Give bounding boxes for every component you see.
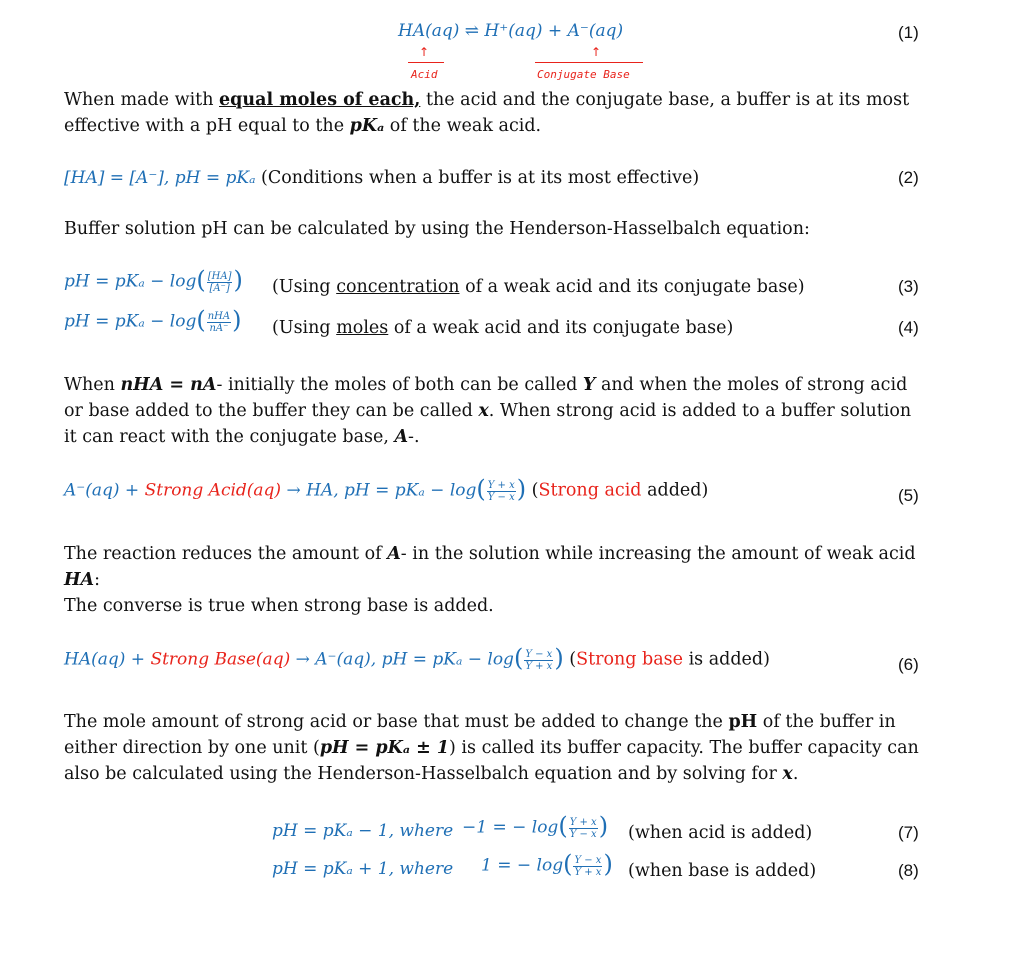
equation-3-text: (Using concentration of a weak acid and its conjugate base)	[272, 277, 805, 297]
para2-line-1: When nHA = nA- initially the moles of both can be called Y and when the moles of strong acid	[64, 375, 908, 395]
conjugate-base-label: Conjugate Base	[537, 68, 630, 81]
equation-4-math: pH = pKₐ − log( $\frac{\text{nHA}}{nA^-}$ )	[64, 306, 242, 334]
para2-line-3: it can react with the conjugate base, A-.	[64, 427, 420, 447]
acid-underline	[408, 62, 444, 63]
para4-line-1: The mole amount of strong acid or base that must be added to change the pH of the buffer in	[64, 712, 896, 732]
acid-arrow-icon: ↑	[419, 45, 430, 59]
conjugate-base-underline	[535, 62, 643, 63]
equation-7-right: −1 = − log( $\frac{Y + x}{Y - x}$ )	[462, 812, 609, 840]
para2-line-2: or base added to the buffer they can be called x. When strong acid is added to a buffer solution	[64, 401, 912, 421]
equation-7-number: (7)	[898, 823, 919, 842]
equation-8-text: (when base is added)	[628, 861, 817, 881]
equation-4-number: (4)	[898, 318, 919, 337]
para3-line-3: The converse is true when strong base is added.	[64, 596, 494, 616]
equation-3-number: (3)	[898, 277, 919, 296]
equation-2-number: (2)	[898, 168, 919, 187]
conjugate-base-arrow-icon: ↑	[591, 45, 602, 59]
equation-7-left: pH = pKₐ − 1, where	[272, 821, 454, 841]
equation-8-left: pH = pKₐ + 1, where	[272, 859, 454, 879]
para4-line-3: also be calculated using the Henderson-Hasselbalch equation and by solving for x.	[64, 764, 799, 784]
para3-line-1: The reaction reduces the amount of A- in the solution while increasing the amount of weak acid	[64, 544, 916, 564]
intro-line-2: effective with a pH equal to the pKₐ of the weak acid.	[64, 116, 542, 136]
pka-term: pKₐ	[349, 116, 385, 136]
equation-1-number: (1)	[898, 23, 919, 42]
acid-label: Acid	[411, 68, 438, 81]
para4-line-2: either direction by one unit (pH = pKₐ ± 1) is called its buffer capacity. The buffer capacity can	[64, 738, 919, 758]
equation-2: [HA] = [A⁻], pH = pKₐ (Conditions when a buffer is at its most effective)	[64, 168, 700, 188]
equation-7-text: (when acid is added)	[628, 823, 813, 843]
equation-6-math: HA(aq) + Strong Base(aq) → A⁻(aq), pH = pKₐ − log( $\frac{Y - x}{Y + x}$ ) (Strong base is added)	[64, 644, 770, 672]
equation-1: HA(aq) ⇌ H⁺(aq) + A⁻(aq)	[398, 21, 624, 41]
equation-5-math: A⁻(aq) + Strong Acid(aq) → HA, pH = pKₐ − log( $\frac{Y + x}{Y - x}$ ) (Strong acid added)	[64, 475, 709, 503]
equation-6-number: (6)	[898, 655, 919, 674]
equation-3-math: pH = pKₐ − log( $\frac{[HA]}{[A^-]}$ )	[64, 266, 243, 294]
equation-5-number: (5)	[898, 486, 919, 505]
equation-8-number: (8)	[898, 861, 919, 880]
equation-8-right: 1 = − log( $\frac{Y - x}{Y + x}$ )	[481, 850, 613, 878]
equation-4-text: (Using moles of a weak acid and its conjugate base)	[272, 318, 734, 338]
equal-moles-phrase: equal moles of each,	[219, 90, 421, 110]
intro-line-1: When made with equal moles of each, the acid and the conjugate base, a buffer is at its most	[64, 90, 910, 110]
para3-line-2: HA:	[64, 570, 101, 590]
hh-intro: Buffer solution pH can be calculated by using the Henderson-Hasselbalch equation:	[64, 219, 810, 239]
